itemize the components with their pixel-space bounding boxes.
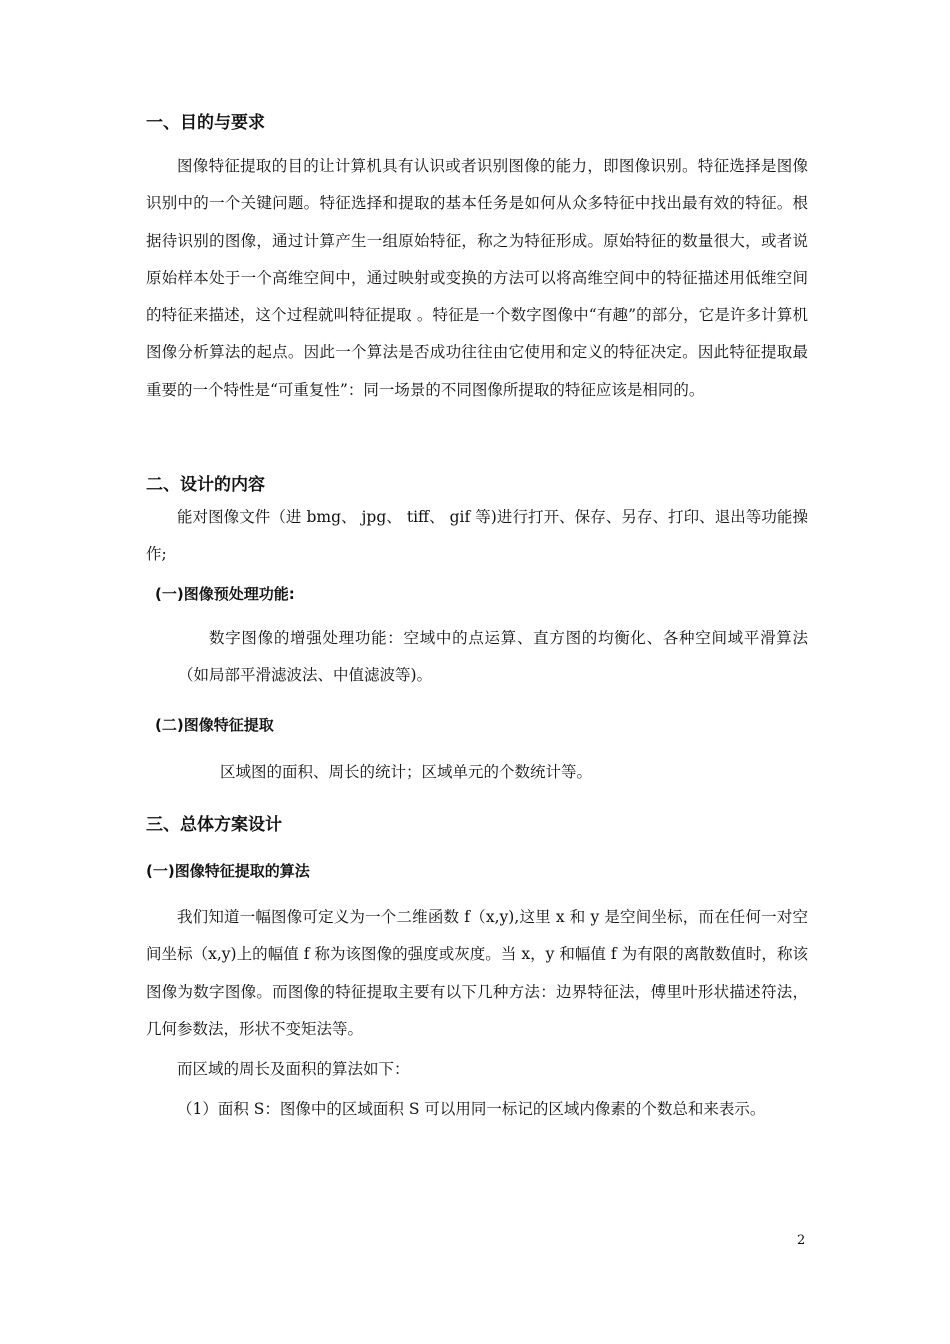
feature-extraction-paragraph: 区域图的面积、周长的统计；区域单元的个数统计等。: [220, 763, 593, 781]
subheading-preprocessing: (一)图像预处理功能:: [155, 585, 295, 603]
purpose-paragraph: 图像特征提取的目的让计算机具有认识或者识别图像的能力，即图像识别。特征选择是图像识别中的一个关键问题。特征选择和提取的基本任务是如何从众多特征中找出最有效的特征。根据待识别的图像，通过计算产生一组原始特征，称之为特征形成。原始特征的数量很大，或者说原始样本处于一个高维空间中，通过映射或变换的方法可以将高维空间中的特征描述用低维空间的特征来描述，这个过程就叫特征提取 。特征是一个数字图像中“有趣”的部分，它是许多计算机图像分析算法的起点。因此一个算法是否成功往往由它使用和定义的特征决定。因此特征提取最重要的一个特性是“可重复性”：同一场景的不同图像所提取的特征应该是相同的。: [146, 157, 808, 399]
subheading-algorithm: (一)图像特征提取的算法: [146, 862, 310, 880]
subheading-feature-extraction: (二)图像特征提取: [155, 716, 274, 734]
section-heading-design-content: 二、设计的内容: [146, 475, 265, 495]
perimeter-area-intro: 而区域的周长及面积的算法如下：: [177, 1060, 410, 1078]
page-number: 2: [797, 1233, 806, 1248]
algorithm-paragraph: 我们知道一幅图像可定义为一个二维函数 f（x,y),这里 x 和 y 是空间坐标，而在任何一对空间坐标（x,y)上的幅值 f 称为该图像的强度或灰度。当 x，y 和幅值 f 为有限的离散数值时，称该图像为数字图像。而图像的特征提取主要有以下几种方法：边界特征法，傅里叶形状描述符法，几何参数法，形状不变矩法等。: [146, 908, 808, 1038]
area-definition-item: （1）面积 S：图像中的区域面积 S 可以用同一标记的区域内像素的个数总和来表示。: [177, 1100, 766, 1118]
preprocessing-paragraph: 数字图像的增强处理功能：空域中的点运算、直方图的均衡化、各种空间域平滑算法（如局部平滑滤波法、中值滤波等)。: [178, 629, 808, 685]
section-heading-purpose: 一、目的与要求: [146, 113, 265, 133]
design-content-paragraph: 能对图像文件（进 bmg、 jpg、 tiff、 gif 等)进行打开、保存、另存、打印、退出等功能操作;: [146, 508, 808, 564]
section-heading-overall-design: 三、总体方案设计: [146, 815, 282, 835]
